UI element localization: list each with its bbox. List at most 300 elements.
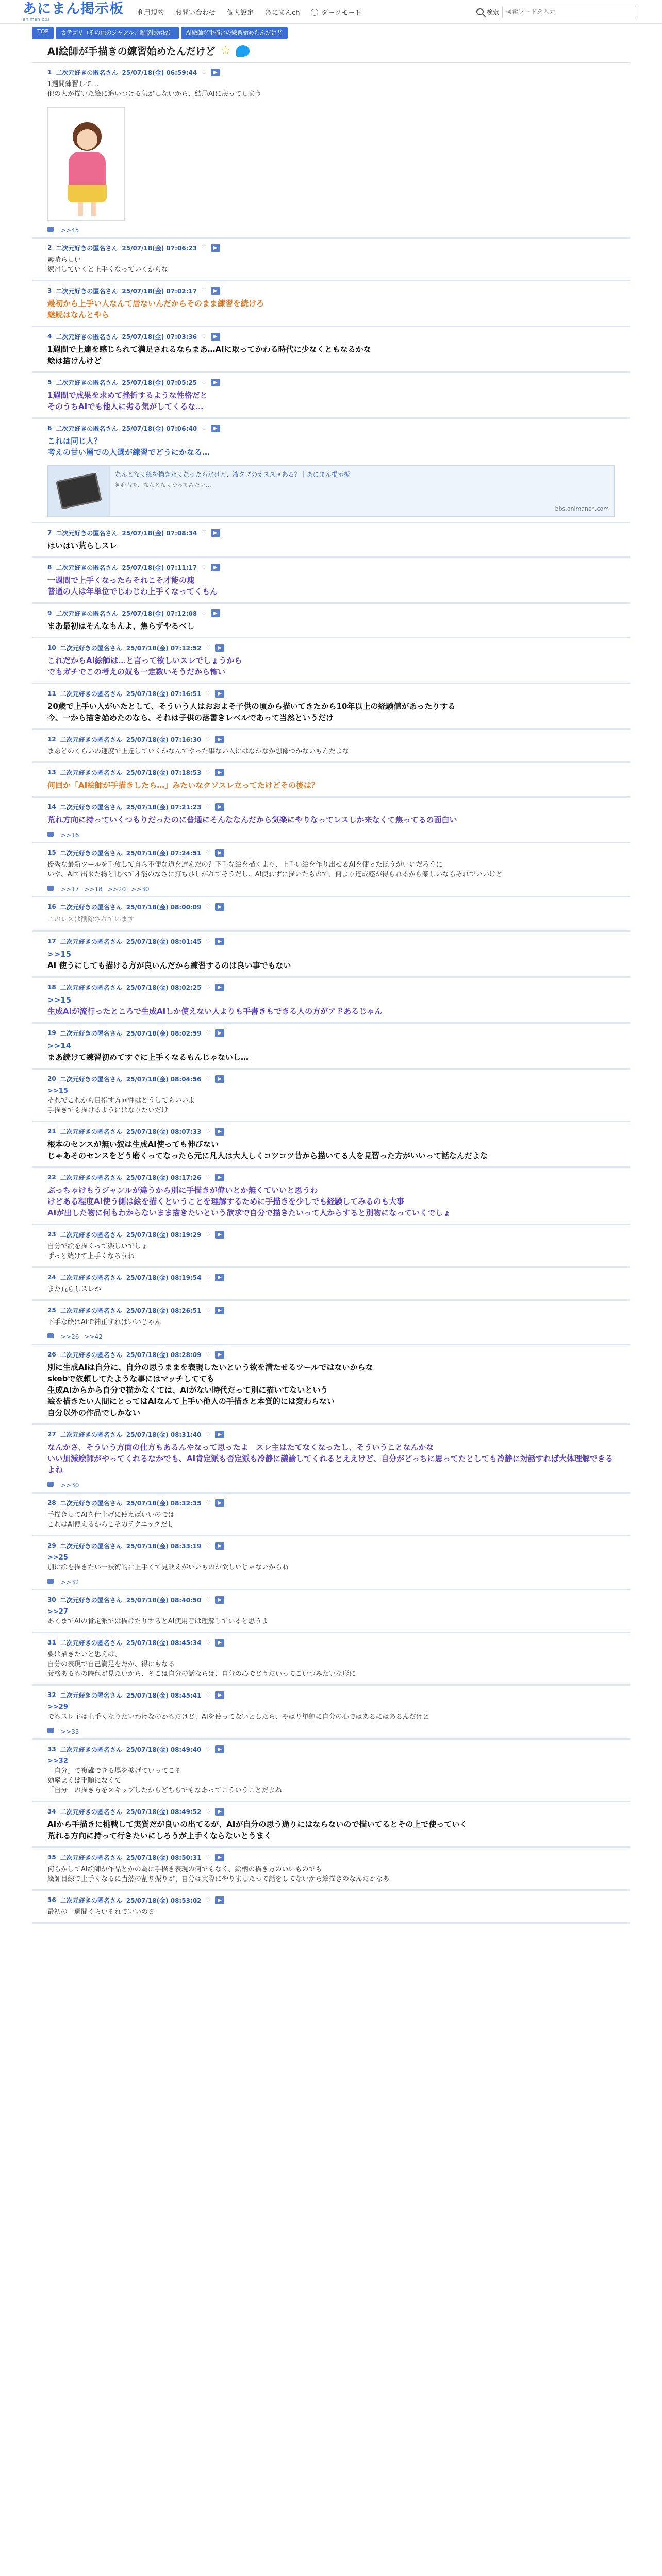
reply-button-icon[interactable]: ▶ bbox=[215, 903, 224, 911]
post-number[interactable]: 35 bbox=[47, 1854, 56, 1861]
reply-button-icon[interactable]: ▶ bbox=[211, 529, 220, 537]
post-number[interactable]: 7 bbox=[47, 529, 52, 536]
search-label: 検索 bbox=[487, 8, 500, 16]
anchor-link[interactable]: >>15 bbox=[47, 1087, 68, 1095]
heart-icon[interactable]: ♡ bbox=[205, 1231, 211, 1238]
post bbox=[32, 1802, 630, 1848]
post bbox=[32, 63, 630, 239]
breadcrumb-top[interactable]: TOP bbox=[32, 27, 54, 39]
post-number[interactable]: 22 bbox=[47, 1174, 56, 1181]
post-number[interactable]: 2 bbox=[47, 244, 52, 251]
nav-contact[interactable]: お問い合わせ bbox=[175, 9, 216, 17]
heart-icon[interactable]: ♡ bbox=[205, 1691, 211, 1699]
post-date: 25/07/18(金) 08:00:09 bbox=[126, 903, 202, 911]
reply-button-icon[interactable]: ▶ bbox=[211, 244, 220, 252]
reply-button-icon[interactable]: ▶ bbox=[215, 1174, 224, 1181]
post-body bbox=[47, 1282, 615, 1299]
post-number[interactable]: 29 bbox=[47, 1542, 56, 1549]
post-text-line: 別に生成AIは自分に、自分の思うままを表現したいという欲を満たせるツールではないからな bbox=[47, 1363, 373, 1372]
nav-terms[interactable]: 利用規約 bbox=[137, 9, 164, 17]
post-body bbox=[47, 699, 615, 728]
post bbox=[32, 1425, 630, 1494]
post-date: 25/07/18(金) 08:17:26 bbox=[126, 1174, 202, 1181]
post-body bbox=[47, 253, 615, 280]
post-text-line: AI 使うにしても描ける方が良いんだから練習するのは良い事でもない bbox=[47, 961, 291, 970]
heart-icon[interactable]: ♡ bbox=[205, 736, 211, 743]
post-number[interactable]: 28 bbox=[47, 1499, 56, 1506]
anchor-link[interactable]: >>15 bbox=[47, 995, 72, 1005]
post-text-line: 最初の一週間くらいそれでいいのさ bbox=[47, 1908, 155, 1916]
post-body bbox=[47, 1182, 615, 1224]
post-number[interactable]: 23 bbox=[47, 1231, 56, 1238]
post bbox=[32, 281, 630, 327]
post-number[interactable]: 5 bbox=[47, 379, 52, 386]
reply-button-icon[interactable]: ▶ bbox=[211, 379, 220, 386]
post-author: 二次元好きの匿名さん bbox=[60, 1174, 122, 1181]
reply-link[interactable]: >>30 bbox=[131, 886, 150, 893]
post-date: 25/07/18(金) 08:28:09 bbox=[126, 1351, 202, 1359]
post-body bbox=[47, 1439, 615, 1481]
reply-button-icon[interactable]: ▶ bbox=[215, 1808, 224, 1816]
reply-link[interactable]: >>18 bbox=[84, 886, 103, 893]
heart-icon[interactable]: ♡ bbox=[205, 644, 211, 651]
reply-button-icon[interactable]: ▶ bbox=[215, 1431, 224, 1438]
post-number[interactable]: 10 bbox=[47, 644, 56, 651]
reply-button-icon[interactable]: ▶ bbox=[215, 984, 224, 991]
post-header bbox=[47, 1074, 615, 1084]
post-body bbox=[47, 992, 615, 1022]
post bbox=[32, 523, 630, 558]
post-date: 25/07/18(金) 07:18:53 bbox=[126, 769, 202, 776]
post-body bbox=[47, 912, 615, 930]
post-header bbox=[47, 1852, 615, 1862]
reply-button-icon[interactable]: ▶ bbox=[215, 1231, 224, 1239]
post bbox=[32, 239, 630, 281]
reply-button-icon[interactable]: ▶ bbox=[215, 736, 224, 743]
post bbox=[32, 730, 630, 763]
heart-icon[interactable]: ♡ bbox=[201, 244, 207, 251]
site-logo[interactable] bbox=[23, 2, 124, 22]
reply-button-icon[interactable]: ▶ bbox=[215, 644, 224, 652]
heart-icon[interactable]: ♡ bbox=[205, 690, 211, 697]
post-header bbox=[47, 982, 615, 992]
post bbox=[32, 638, 630, 684]
post-text-line: まあ最初はそんなもんよ、焦らずやるべし bbox=[47, 621, 195, 631]
post-header bbox=[47, 802, 615, 812]
post-text-line: 根本のセンスが無い奴は生成AI使っても伸びない bbox=[47, 1140, 219, 1149]
heart-icon[interactable]: ♡ bbox=[205, 1431, 211, 1438]
heart-icon[interactable]: ♡ bbox=[205, 1808, 211, 1815]
post-text-line: なんかさ、そういう方面の仕方もあるんやなって思ったよ スレ主はたてなくなったし、そういうことなんかな bbox=[47, 1443, 434, 1452]
search-bar bbox=[476, 5, 643, 19]
post-text-line: でもスレ主は上手くなりたいわけなのかもだけど、AIを使ってないとしたら、やはり単純に自分の心ではあるにはあるんだけど bbox=[47, 1713, 429, 1721]
post-number[interactable]: 6 bbox=[47, 425, 52, 432]
logo-subtext: animan bbs bbox=[23, 17, 50, 22]
reply-link[interactable]: >>45 bbox=[61, 227, 79, 234]
card-content bbox=[110, 466, 614, 516]
post-author: 二次元好きの匿名さん bbox=[56, 287, 118, 295]
link-card[interactable] bbox=[47, 465, 615, 517]
heart-icon[interactable]: ♡ bbox=[201, 529, 207, 536]
post-date: 25/07/18(金) 08:31:40 bbox=[126, 1431, 202, 1438]
post-date: 25/07/18(金) 07:05:25 bbox=[122, 379, 197, 386]
heart-icon[interactable]: ♡ bbox=[205, 1639, 211, 1646]
reply-button-icon[interactable]: ▶ bbox=[215, 1307, 224, 1314]
post-body bbox=[47, 1240, 615, 1266]
reply-button-icon[interactable]: ▶ bbox=[215, 769, 224, 776]
thread-container bbox=[32, 39, 630, 1924]
post-number[interactable]: 3 bbox=[47, 287, 52, 294]
post-text-line: 絵師目線で上手くなるに当然の割り振りが、自分は実際にやりましたって話をしてないから絵描きのなんだかなあ bbox=[47, 1875, 390, 1883]
post bbox=[32, 843, 630, 897]
post bbox=[32, 1848, 630, 1891]
post bbox=[32, 1740, 630, 1802]
reply-button-icon[interactable]: ▶ bbox=[215, 938, 224, 945]
post-text-line: 自分で絵を描くって楽しいでしょ bbox=[47, 1243, 148, 1250]
post bbox=[32, 897, 630, 932]
post-header bbox=[47, 936, 615, 946]
heart-icon[interactable]: ♡ bbox=[205, 1896, 211, 1904]
heart-icon[interactable]: ♡ bbox=[205, 1351, 211, 1358]
post-number[interactable]: 16 bbox=[47, 903, 56, 910]
dark-mode-toggle[interactable] bbox=[311, 7, 361, 17]
post-number[interactable]: 4 bbox=[47, 333, 52, 340]
post-author: 二次元好きの匿名さん bbox=[60, 1639, 122, 1647]
post-body bbox=[47, 744, 615, 761]
reply-list bbox=[47, 1481, 615, 1492]
post bbox=[32, 1225, 630, 1268]
reply-button-icon[interactable]: ▶ bbox=[215, 690, 224, 698]
heart-icon[interactable]: ♡ bbox=[205, 1029, 211, 1037]
post-date: 25/07/18(金) 07:24:51 bbox=[126, 849, 202, 857]
heart-icon[interactable]: ♡ bbox=[205, 1596, 211, 1603]
post-number[interactable]: 20 bbox=[47, 1075, 56, 1082]
post-body bbox=[47, 387, 615, 417]
post-number[interactable]: 30 bbox=[47, 1596, 56, 1603]
reply-icon bbox=[47, 1728, 54, 1733]
heart-icon[interactable]: ♡ bbox=[205, 938, 211, 945]
reply-button-icon[interactable]: ▶ bbox=[215, 803, 224, 811]
post-number[interactable]: 17 bbox=[47, 938, 56, 945]
post-number[interactable]: 12 bbox=[47, 736, 56, 743]
post-date: 25/07/18(金) 08:01:45 bbox=[126, 938, 202, 945]
post-header bbox=[47, 1595, 615, 1605]
post-number[interactable]: 36 bbox=[47, 1896, 56, 1904]
post-author: 二次元好きの匿名さん bbox=[60, 1128, 122, 1136]
anchor-link[interactable]: >>14 bbox=[47, 1041, 72, 1050]
reply-button-icon[interactable]: ▶ bbox=[215, 1854, 224, 1861]
post-text-line: 1週間練習して… bbox=[47, 80, 99, 88]
post-author: 二次元好きの匿名さん bbox=[60, 644, 122, 652]
anchor-link[interactable]: >>25 bbox=[47, 1554, 68, 1562]
post-number[interactable]: 34 bbox=[47, 1808, 56, 1815]
legs-shape bbox=[78, 202, 96, 216]
post-text-line: 1週間で成果を求めて挫折するような性格だと bbox=[47, 391, 208, 400]
post-text-line: 要は描きたいと思えば、 bbox=[47, 1651, 122, 1658]
post-number[interactable]: 11 bbox=[47, 690, 56, 697]
post-body bbox=[47, 1084, 615, 1121]
post-body bbox=[47, 1360, 615, 1423]
post-date: 25/07/18(金) 08:19:29 bbox=[126, 1231, 202, 1239]
post bbox=[32, 1070, 630, 1122]
post-header bbox=[47, 1172, 615, 1182]
post-number[interactable]: 14 bbox=[47, 803, 56, 810]
post-text-line: 優秀な最新ツールを手放して自ら不便な道を選んだの？下手な絵を描くより、上手い絵を作り出せるAIを使ったほうがいいだろうに bbox=[47, 861, 443, 869]
post-header bbox=[47, 377, 615, 387]
post-author: 二次元好きの匿名さん bbox=[60, 1431, 122, 1438]
post-author: 二次元好きの匿名さん bbox=[60, 1351, 122, 1359]
post bbox=[32, 1301, 630, 1345]
heart-icon[interactable]: ♡ bbox=[205, 1745, 211, 1753]
post-body bbox=[47, 1700, 615, 1727]
post-text-line: 何回か「AI絵師が手描きしたら…」みたいなクソスレ立ってたけどその後は？ bbox=[47, 781, 319, 790]
reply-button-icon[interactable]: ▶ bbox=[215, 1499, 224, 1507]
post-text-line: そのうちAIでも他人に劣る気がしてくるな… bbox=[47, 402, 204, 411]
post-date: 25/07/18(金) 08:49:52 bbox=[126, 1808, 202, 1816]
post-number[interactable]: 32 bbox=[47, 1691, 56, 1699]
heart-icon[interactable]: ♡ bbox=[205, 1174, 211, 1181]
post-author: 二次元好きの匿名さん bbox=[60, 1745, 122, 1753]
reply-link[interactable]: >>30 bbox=[61, 1482, 79, 1489]
post bbox=[32, 604, 630, 638]
post-header bbox=[47, 331, 615, 342]
post-text-line: 普通の人は年単位でじわじわ上手くなってくもん bbox=[47, 587, 218, 596]
heart-icon[interactable]: ♡ bbox=[205, 1854, 211, 1861]
reply-button-icon[interactable]: ▶ bbox=[215, 1691, 224, 1699]
heart-icon[interactable]: ♡ bbox=[205, 1307, 211, 1314]
post-number[interactable]: 27 bbox=[47, 1431, 56, 1438]
reply-link[interactable]: >>16 bbox=[61, 832, 79, 839]
dark-mode-label: ダークモード bbox=[321, 9, 361, 17]
post-text-line: 下手な絵はAIで補正すればいいじゃん bbox=[47, 1318, 161, 1326]
reply-button-icon[interactable]: ▶ bbox=[215, 1351, 224, 1359]
thread-title: AI絵師が手描きの練習始めたんだけど bbox=[47, 46, 216, 57]
post-text-line: はいはい荒らしスレ bbox=[47, 541, 118, 550]
heart-icon[interactable]: ♡ bbox=[201, 333, 207, 340]
reply-list bbox=[47, 831, 615, 842]
reply-link[interactable]: >>33 bbox=[61, 1728, 79, 1735]
card-title: なんとなく絵を描きたくなったらだけど、液タブのオススメある？｜あにまん掲示板 bbox=[115, 471, 350, 478]
post-body bbox=[47, 296, 615, 326]
post-date: 25/07/18(金) 08:50:31 bbox=[126, 1854, 202, 1861]
post-body bbox=[47, 812, 615, 831]
post-header bbox=[47, 1895, 615, 1905]
heart-icon[interactable]: ♡ bbox=[201, 287, 207, 294]
post-header bbox=[47, 1126, 615, 1137]
post-author: 二次元好きの匿名さん bbox=[56, 529, 118, 537]
reply-link[interactable]: >>32 bbox=[61, 1579, 79, 1586]
reply-button-icon[interactable]: ▶ bbox=[215, 1745, 224, 1753]
post-header bbox=[47, 688, 615, 699]
anchor-link[interactable]: >>32 bbox=[47, 1757, 68, 1765]
post-text-line: これはAI使えるからこそのテクニックだし bbox=[47, 1521, 174, 1529]
heart-icon[interactable]: ♡ bbox=[205, 1075, 211, 1082]
heart-icon[interactable]: ♡ bbox=[201, 425, 207, 432]
anchor-link[interactable]: >>29 bbox=[47, 1703, 68, 1711]
post bbox=[32, 419, 630, 523]
heart-icon[interactable]: ♡ bbox=[205, 984, 211, 991]
post-header bbox=[47, 1028, 615, 1038]
post-body bbox=[47, 572, 615, 602]
post-number[interactable]: 24 bbox=[47, 1274, 56, 1281]
reply-button-icon[interactable]: ▶ bbox=[211, 69, 220, 76]
post-author: 二次元好きの匿名さん bbox=[60, 1274, 122, 1281]
reply-button-icon[interactable]: ▶ bbox=[211, 564, 220, 571]
reply-icon bbox=[47, 1333, 54, 1338]
post-text-line: skebで依頼してたような事にはマッチしてても bbox=[47, 1374, 214, 1383]
post-number[interactable]: 18 bbox=[47, 984, 56, 991]
reply-button-icon[interactable]: ▶ bbox=[215, 1029, 224, 1037]
post-date: 25/07/18(金) 07:16:30 bbox=[126, 736, 202, 743]
reply-icon bbox=[47, 886, 54, 891]
heart-icon[interactable]: ♡ bbox=[205, 1274, 211, 1281]
heart-icon[interactable]: ♡ bbox=[205, 903, 211, 910]
reply-button-icon[interactable]: ▶ bbox=[211, 287, 220, 295]
post-number[interactable]: 26 bbox=[47, 1351, 56, 1358]
post-date: 25/07/18(金) 08:26:51 bbox=[126, 1307, 202, 1314]
post-text-line: 生成AIからから自分で描かなくては、AIがない時代だって別に描いてないという bbox=[47, 1385, 328, 1395]
post-text-line: 効率よくは手順になくて bbox=[47, 1777, 122, 1785]
heart-icon[interactable]: ♡ bbox=[201, 69, 207, 76]
heart-icon[interactable]: ♡ bbox=[205, 1128, 211, 1135]
post-date: 25/07/18(金) 08:40:50 bbox=[126, 1596, 202, 1604]
post-body bbox=[47, 538, 615, 556]
heart-icon[interactable]: ♡ bbox=[205, 1542, 211, 1549]
post-text-line: まあどのくらいの速度で上達していくかなんてやった事ない人にはなかなか想像つかないもんだよな bbox=[47, 748, 350, 755]
post-text-line: 練習していくと上手くなっていくからな bbox=[47, 266, 169, 274]
nav-animanch[interactable]: あにまんch bbox=[265, 9, 300, 17]
twitter-share-icon[interactable] bbox=[236, 45, 250, 57]
reply-button-icon[interactable]: ▶ bbox=[215, 1128, 224, 1136]
post-author: 二次元好きの匿名さん bbox=[60, 849, 122, 857]
post-number[interactable]: 31 bbox=[47, 1639, 56, 1646]
search-input[interactable] bbox=[502, 6, 636, 18]
anchor-link[interactable]: >>27 bbox=[47, 1608, 68, 1616]
reply-button-icon[interactable]: ▶ bbox=[215, 1274, 224, 1281]
post bbox=[32, 1268, 630, 1301]
post-date: 25/07/18(金) 08:04:56 bbox=[126, 1075, 202, 1083]
post bbox=[32, 978, 630, 1024]
breadcrumb bbox=[0, 24, 662, 39]
breadcrumb-thread[interactable]: AI絵師が手描きの練習始めたんだけど bbox=[181, 27, 288, 39]
anchor-link[interactable]: >>15 bbox=[47, 950, 72, 959]
post-author: 二次元好きの匿名さん bbox=[56, 379, 118, 386]
post-number[interactable]: 19 bbox=[47, 1029, 56, 1037]
post-header bbox=[47, 1349, 615, 1360]
reply-link[interactable]: >>20 bbox=[107, 886, 126, 893]
post-number[interactable]: 25 bbox=[47, 1307, 56, 1314]
post-text-line: このレスは削除されています bbox=[47, 916, 135, 923]
post-author: 二次元好きの匿名さん bbox=[60, 769, 122, 776]
post-number[interactable]: 9 bbox=[47, 609, 52, 617]
post-author: 二次元好きの匿名さん bbox=[56, 564, 118, 571]
post-text-line: まあ続けて練習初めてすぐに上手くなるもんじゃないし… bbox=[47, 1053, 249, 1062]
breadcrumb-category[interactable]: カテゴリ（その他のジャンル／雑談掲示板） bbox=[56, 27, 179, 39]
post-number[interactable]: 21 bbox=[47, 1128, 56, 1135]
post-body bbox=[47, 1905, 615, 1922]
post-header bbox=[47, 642, 615, 653]
post-date: 25/07/18(金) 06:59:44 bbox=[122, 69, 197, 76]
reply-link[interactable]: >>17 bbox=[61, 886, 79, 893]
post-header bbox=[47, 1806, 615, 1817]
reply-button-icon[interactable]: ▶ bbox=[211, 609, 220, 617]
post-image[interactable] bbox=[47, 107, 125, 221]
post bbox=[32, 1633, 630, 1686]
heart-icon[interactable]: ♡ bbox=[201, 609, 207, 617]
post bbox=[32, 1345, 630, 1425]
reply-button-icon[interactable]: ▶ bbox=[215, 1639, 224, 1647]
post bbox=[32, 558, 630, 604]
post-author: 二次元好きの匿名さん bbox=[56, 69, 118, 76]
heart-icon[interactable]: ♡ bbox=[205, 849, 211, 856]
search-icon[interactable] bbox=[476, 8, 484, 15]
post-number[interactable]: 33 bbox=[47, 1745, 56, 1753]
heart-icon[interactable]: ♡ bbox=[201, 564, 207, 571]
post-body bbox=[47, 342, 615, 371]
reply-icon bbox=[47, 1482, 54, 1487]
post bbox=[32, 1686, 630, 1740]
post-body bbox=[47, 1315, 615, 1332]
post-text-line: AIから手描きに挑戦して実質だが良いの出てるが、AIが自分の思う通りにはならないので描いてるとその上で使っていく bbox=[47, 1820, 468, 1829]
post-date: 25/07/18(金) 08:02:25 bbox=[126, 984, 202, 991]
reply-button-icon[interactable]: ▶ bbox=[215, 849, 224, 857]
reply-button-icon[interactable]: ▶ bbox=[211, 333, 220, 341]
post-number[interactable]: 8 bbox=[47, 564, 52, 571]
post-header bbox=[47, 848, 615, 858]
reply-link[interactable]: >>26 bbox=[61, 1333, 79, 1341]
post-header bbox=[47, 1637, 615, 1648]
heart-icon[interactable]: ♡ bbox=[205, 803, 211, 810]
post-date: 25/07/18(金) 08:32:35 bbox=[126, 1499, 202, 1507]
post bbox=[32, 1494, 630, 1536]
reply-button-icon[interactable]: ▶ bbox=[215, 1596, 224, 1604]
reply-link[interactable]: >>42 bbox=[84, 1333, 103, 1341]
reply-button-icon[interactable]: ▶ bbox=[215, 1542, 224, 1550]
post bbox=[32, 798, 630, 843]
heart-icon[interactable]: ♡ bbox=[205, 769, 211, 776]
post-header bbox=[47, 608, 615, 618]
skirt-shape bbox=[68, 185, 107, 202]
tablet-icon bbox=[56, 472, 102, 509]
post-number[interactable]: 13 bbox=[47, 769, 56, 776]
reply-button-icon[interactable]: ▶ bbox=[215, 1075, 224, 1083]
post-date: 25/07/18(金) 08:33:19 bbox=[126, 1542, 202, 1550]
nav-settings[interactable]: 個人設定 bbox=[227, 9, 254, 17]
post-date: 25/07/18(金) 08:49:40 bbox=[126, 1745, 202, 1753]
post-header bbox=[47, 734, 615, 744]
post-author: 二次元好きの匿名さん bbox=[60, 1691, 122, 1699]
reply-button-icon[interactable]: ▶ bbox=[215, 1896, 224, 1904]
logo-text: あにまん掲示板 bbox=[23, 1, 124, 17]
post-body bbox=[47, 858, 615, 885]
favorite-star-icon[interactable]: ☆ bbox=[220, 44, 231, 57]
post-text-line: 自分の表現で自己満足をだが、得にもなる bbox=[47, 1660, 175, 1668]
card-thumbnail bbox=[48, 466, 110, 516]
heart-icon[interactable]: ♡ bbox=[201, 379, 207, 386]
post-author: 二次元好きの匿名さん bbox=[56, 425, 118, 432]
nav-menu bbox=[137, 7, 361, 17]
post-date: 25/07/18(金) 07:12:08 bbox=[122, 609, 197, 617]
post bbox=[32, 1168, 630, 1225]
post-text-line: 別に絵を描きたい一技術的に上手くて見映えがいいものが欲しいじゃないからね bbox=[47, 1564, 289, 1571]
post-number[interactable]: 15 bbox=[47, 849, 56, 856]
post-number[interactable]: 1 bbox=[47, 69, 52, 76]
post-text-line: 義務あるもの時代が見たいから、そこは自分の話ならば、自分の心でどうだいってこいつみたいな形に bbox=[47, 1670, 356, 1678]
post-author: 二次元好きの匿名さん bbox=[60, 1854, 122, 1861]
heart-icon[interactable]: ♡ bbox=[205, 1499, 211, 1506]
post-date: 25/07/18(金) 07:06:40 bbox=[122, 425, 197, 432]
reply-button-icon[interactable]: ▶ bbox=[211, 425, 220, 432]
